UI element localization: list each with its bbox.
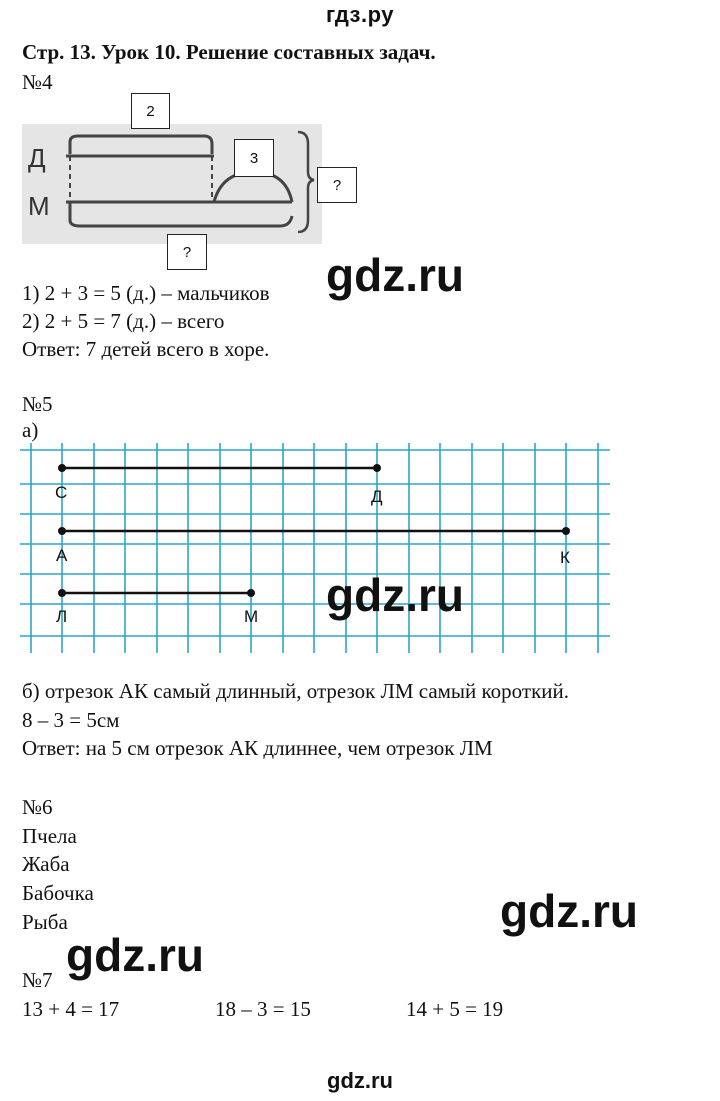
ex6-item: Пчела [22,824,77,848]
diagram-box-bottom: ? [167,234,207,270]
ex5-line-2: 8 – 3 = 5см [22,708,120,732]
ex7-equation: 18 – 3 = 15 [215,997,311,1021]
grid-drawing [20,443,610,653]
ex6-item: Рыба [22,910,68,934]
exercise-4-number: №4 [22,70,53,94]
point-k [562,527,570,535]
segment-diagram-drawing [22,124,322,244]
exercise-5-part-a: а) [22,418,39,442]
point-label-l: Л [56,607,68,626]
point-label-d: Д [371,487,383,506]
exercise-6-number: №6 [22,795,53,819]
point-l [58,589,66,597]
diagram-label-bottom: М [28,191,50,221]
exercise-7-number: №7 [22,968,53,992]
diagram-box-right: ? [317,167,357,203]
watermark: gdz.ru [326,569,464,621]
diagram-box-top: 2 [131,93,170,129]
point-d [373,464,381,472]
diagram-label-top: Д [28,143,46,173]
grid-paper [20,443,610,653]
watermark: gdz.ru [326,249,464,301]
watermark: gdz.ru [500,885,638,937]
point-label-m: М [244,607,259,626]
point-label-k: К [560,548,570,567]
ex4-answer: Ответ: 7 детей всего в хоре. [22,337,270,361]
ex5-answer: Ответ: на 5 см отрезок АК длиннее, чем отрезок ЛМ [22,736,493,760]
point-s [58,464,66,472]
ex6-item: Бабочка [22,881,94,905]
site-header: гдз.ру [326,2,394,27]
exercise-5-number: №5 [22,392,53,416]
point-label-s: С [55,483,68,502]
ex7-equation: 14 + 5 = 19 [406,997,504,1021]
ex4-line-1: 1) 2 + 3 = 5 (д.) – мальчиков [22,281,270,305]
ex4-line-2: 2) 2 + 5 = 7 (д.) – всего [22,309,225,333]
ex6-item: Жаба [22,852,70,876]
ex5-line-1: б) отрезок АК самый длинный, отрезок ЛМ самый короткий. [22,679,569,703]
watermark: gdz.ru [66,929,204,981]
point-label-a: А [56,546,68,565]
ex7-equation: 13 + 4 = 17 [22,997,120,1021]
diagram-box-mid: 3 [234,139,274,177]
segment-diagram [22,124,322,244]
page-title: Стр. 13. Урок 10. Решение составных задач. [22,40,436,64]
point-a [58,527,66,535]
point-m [247,589,255,597]
footer-watermark: gdz.ru [327,1068,393,1093]
